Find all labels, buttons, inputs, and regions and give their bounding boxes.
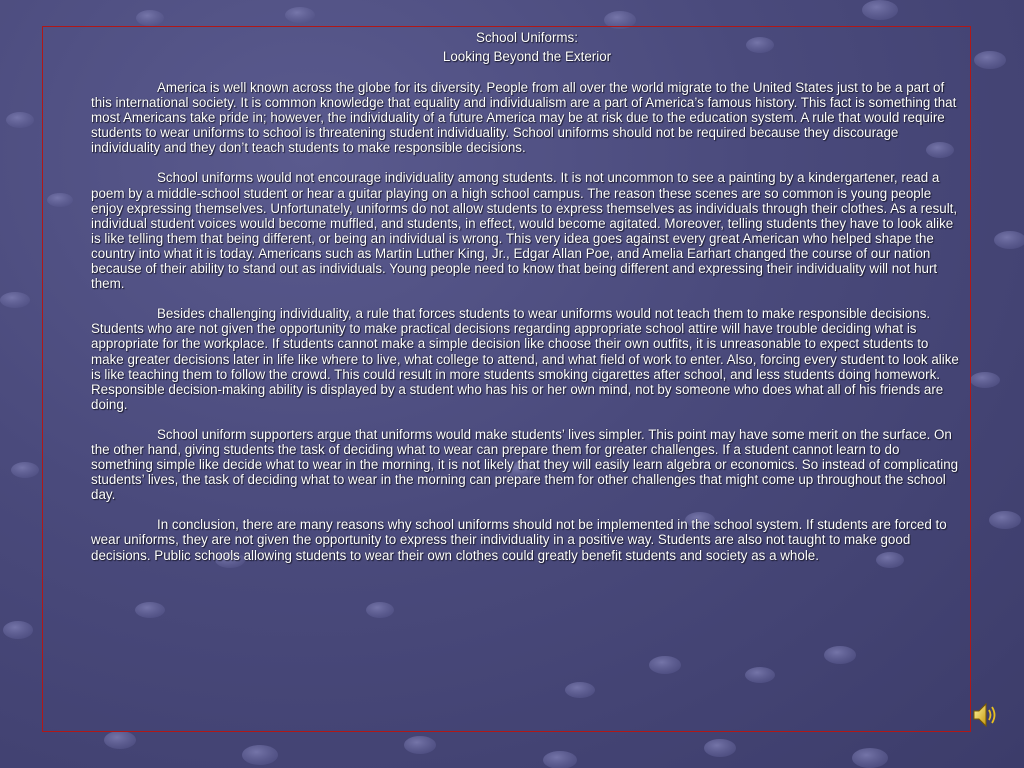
paragraph-counterargument: School uniform supporters argue that uniforms would make students’ lives simpler. This point may have some merit on the surface. On the other hand, giving students the task of deciding what to wear can prepare them for greater challenges. If a student cannot learn to do something simple like decide what to wear in the morning, it is not likely that they will easily learn algebra or economics. So instead of complicating students’ lives, the task of deciding what to wear in the morning can prepare them for other challenges that might come up throughout the school day. bbox=[91, 426, 959, 503]
speaker-icon[interactable] bbox=[972, 700, 998, 730]
title-line-1: School Uniforms: bbox=[476, 30, 578, 45]
title-line-2: Looking Beyond the Exterior bbox=[442, 49, 612, 64]
paragraph-individuality: School uniforms would not encourage individuality among students. It is not uncommon to see a painting by a kindergartener, read a poem by a middle-school student or hear a guitar playing on a high school campus. The reason these scenes are so common is young people enjoy expressing themselves. Unfortunately, uniforms do not allow students to express themselves as individuals through their clothes. As a result, individual student voices would become muffled, and students, in effect, would become agitated. Moreover, telling students they have to look alike is like telling them that being different, or being an individual is wrong. This very idea goes against every great American who helped shape the country into what it is today. Americans such as Martin Luther King, Jr., Edgar Allan Poe, and Amelia Earhart changed the course of our nation because of their ability to stand out as individuals. Young people need to know that being different and expressing their individuality will not hurt them. bbox=[91, 170, 958, 292]
essay-title bbox=[91, 28, 963, 66]
paragraph-decisions: Besides challenging individuality, a rule that forces students to wear uniforms would not teach them to make responsible decisions. Students who are not given the opportunity to make practical decisions regarding appropriate school attire will have trouble deciding what is appropriate for the workplace. If students cannot make a simple decision like choose their own outfits, it is unreasonable to expect students to make greater decisions later in life like where to live, what college to attend, and what field of work to enter. Also, forcing every student to look alike is like teaching them to follow the crowd. This could result in more students smoking cigarettes after school, and less students doing homework. Responsible decision-making ability is displayed by a student who has his or her own mind, not by someone who does what all of his friends are doing. bbox=[91, 306, 959, 412]
paragraph-intro: America is well known across the globe for its diversity. People from all over the world migrate to the United States just to be a part of this international society. It is common knowledge that equality and individualism are a part of America’s famous history. This fact is something that most Americans take pride in; however, the individuality of a future America may be at risk due to the education system. A rule that would require students to wear uniforms to school is threatening student individuality. School uniforms should not be required because they discourage individuality and they don’t teach students to make responsible decisions. bbox=[91, 80, 957, 156]
paragraph-conclusion: In conclusion, there are many reasons why school uniforms should not be implemented in the school system. If students are forced to wear uniforms, they are not given the opportunity to express their individuality in a positive way. Students are also not taught to make good decisions. Public schools allowing students to wear their own clothes could greatly benefit students and society as a whole. bbox=[91, 517, 947, 563]
essay-content bbox=[91, 28, 963, 563]
